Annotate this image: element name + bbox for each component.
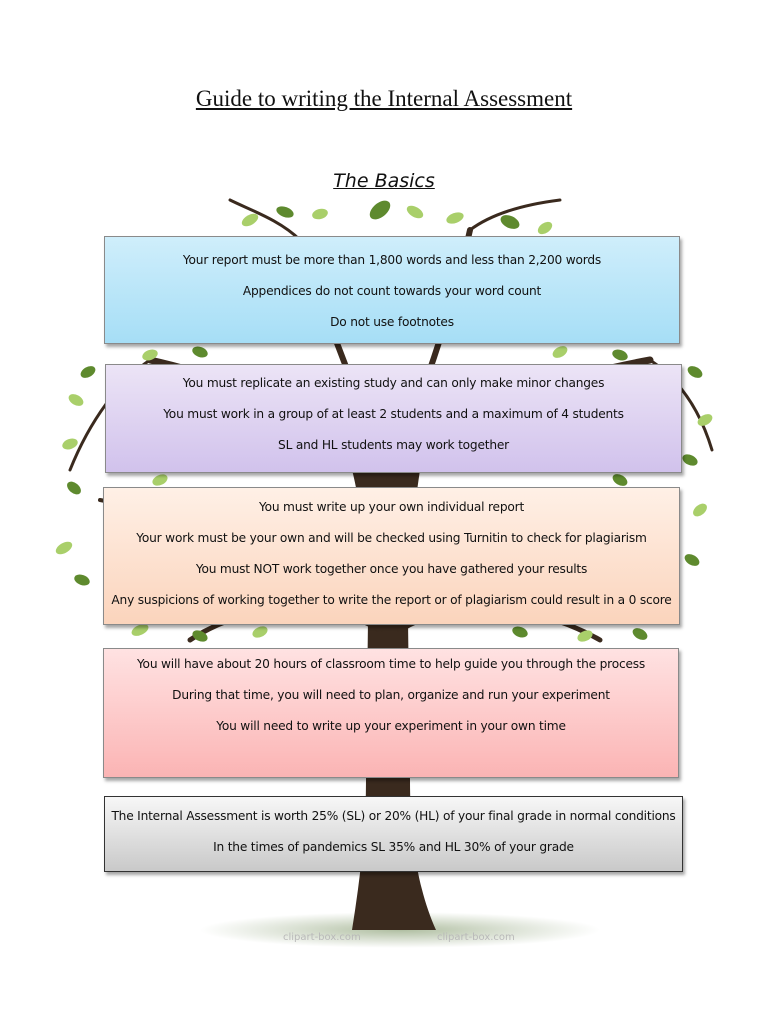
requirements-box-word-count [104,236,680,344]
bullet-line: Your report must be more than 1,800 words and less than 2,200 words [182,253,602,267]
bullet-line: SL and HL students may work together [278,438,509,452]
requirements-box-classroom-time [103,648,679,778]
requirements-box-grade-weighting [104,796,683,872]
bullet-line: You must replicate an existing study and can only make minor changes [182,376,605,390]
bullet-line: The Internal Assessment is worth 25% (SL) or 20% (HL) of your final grade in normal conditions [111,809,676,823]
page-title: Guide to writing the Internal Assessment [195,86,573,111]
requirements-box-group-work [105,364,682,473]
bullet-line: You must work in a group of at least 2 students and a maximum of 4 students [163,407,624,421]
bullet-line: You must write up your own individual report [258,500,525,514]
bullet-line: You must NOT work together once you have gathered your results [195,562,588,576]
bullet-line: Any suspicions of working together to write the report or of plagiarism could result in a 0 score [111,593,672,607]
bullet-line: Your work must be your own and will be checked using Turnitin to check for plagiarism [136,531,647,545]
section-heading: The Basics [333,170,435,192]
watermark-text: clipart-box.com [283,932,361,943]
watermark-text: clipart-box.com [437,932,515,943]
bullet-line: Appendices do not count towards your word count [242,284,542,298]
bullet-line: You will need to write up your experiment in your own time [216,719,566,733]
bullet-line: Do not use footnotes [330,315,454,329]
requirements-box-individual-report [103,487,680,625]
bullet-line: In the times of pandemics SL 35% and HL 30% of your grade [213,840,574,854]
bullet-line: During that time, you will need to plan, organize and run your experiment [172,688,610,702]
bullet-line: You will have about 20 hours of classroom time to help guide you through the process [136,657,646,671]
